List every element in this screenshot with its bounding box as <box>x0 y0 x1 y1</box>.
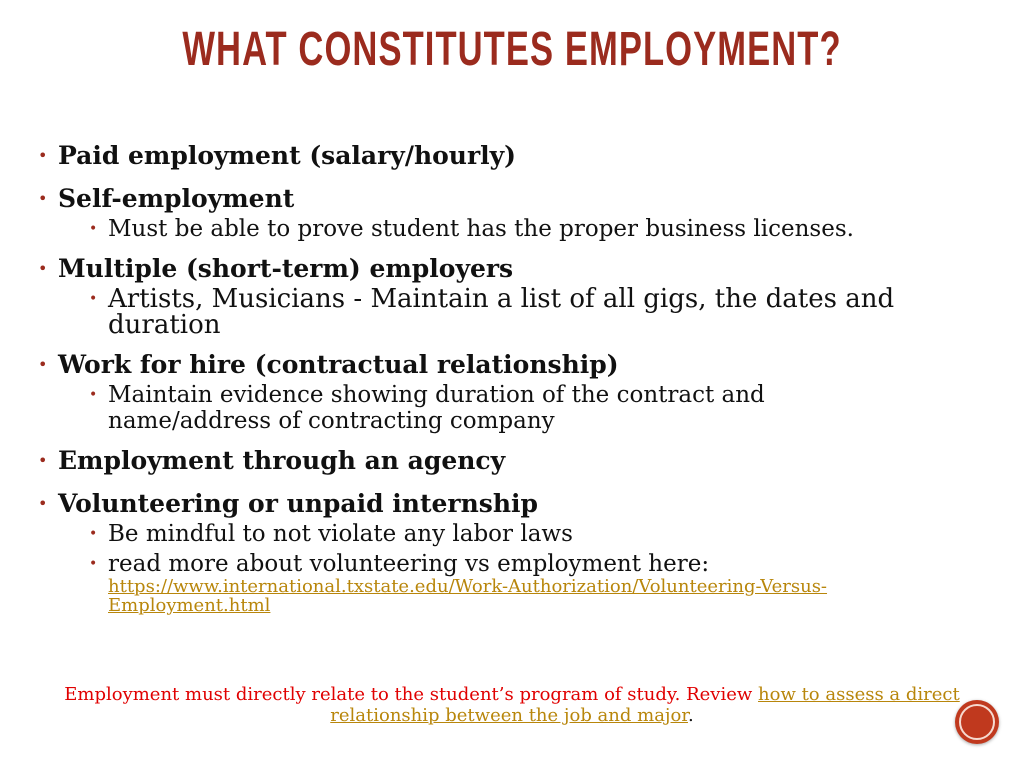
sub-bullet-text: Artists, Musicians - Maintain a list of all gigs, the dates and duration <box>108 284 895 340</box>
slide-badge-icon <box>955 700 999 744</box>
footer-note <box>40 684 984 726</box>
sub-bullet-text: Be mindful to not violate any labor laws <box>108 521 573 547</box>
bullet-dot-icon: • <box>89 291 98 307</box>
bullet-dot-icon: • <box>89 221 98 237</box>
sub-bullet-text: read more about volunteering vs employment here: <box>108 551 710 577</box>
badge-ring <box>959 704 995 740</box>
bullet-text: Work for hire (contractual relationship) <box>58 350 619 379</box>
bullet-dot-icon: • <box>38 355 48 374</box>
bullet-dot-icon: • <box>89 556 98 572</box>
sub-bullet <box>58 521 968 547</box>
bullet-dot-icon: • <box>38 189 48 208</box>
bullet-dot-icon: • <box>89 526 98 542</box>
sub-bullet-text: Must be able to prove student has the proper business licenses. <box>108 216 854 242</box>
sub-bullet <box>58 551 968 615</box>
sub-bullet <box>58 382 968 434</box>
bullet-agency <box>38 445 968 477</box>
volunteering-link[interactable]: https://www.international.txstate.edu/Work-Authorization/Volunteering-Versus-Employment.html <box>108 576 828 616</box>
sub-bullet-text: Maintain evidence showing duration of the contract and name/address of contracting company <box>108 382 765 434</box>
bullet-dot-icon: • <box>38 451 48 470</box>
footer-text: Employment must directly relate to the student’s program of study. Review <box>64 684 759 705</box>
bullet-dot-icon: • <box>89 387 98 403</box>
assess-relationship-link[interactable]: how to assess a direct relationship between the job and major <box>330 684 960 726</box>
bullet-text: Self-employment <box>58 184 295 213</box>
bullet-dot-icon: • <box>38 146 48 165</box>
bullet-dot-icon: • <box>38 494 48 513</box>
bullet-self-employment <box>38 183 968 242</box>
bullet-text: Multiple (short-term) employers <box>58 254 514 283</box>
bullet-text: Paid employment (salary/hourly) <box>58 141 517 170</box>
bullet-text: Volunteering or unpaid internship <box>58 489 538 518</box>
footer-period: . <box>687 705 694 726</box>
bullet-volunteering <box>38 488 968 615</box>
bullet-multiple-employers <box>38 253 968 338</box>
bullet-paid-employment <box>38 140 968 172</box>
sub-bullet <box>58 286 968 338</box>
bullet-text: Employment through an agency <box>58 446 506 475</box>
bullet-work-for-hire <box>38 349 968 434</box>
bullet-dot-icon: • <box>38 259 48 278</box>
bullet-list <box>38 140 968 615</box>
slide-title: WHAT CONSTITUTES EMPLOYMENT? <box>182 23 842 76</box>
sub-bullet <box>58 216 968 242</box>
